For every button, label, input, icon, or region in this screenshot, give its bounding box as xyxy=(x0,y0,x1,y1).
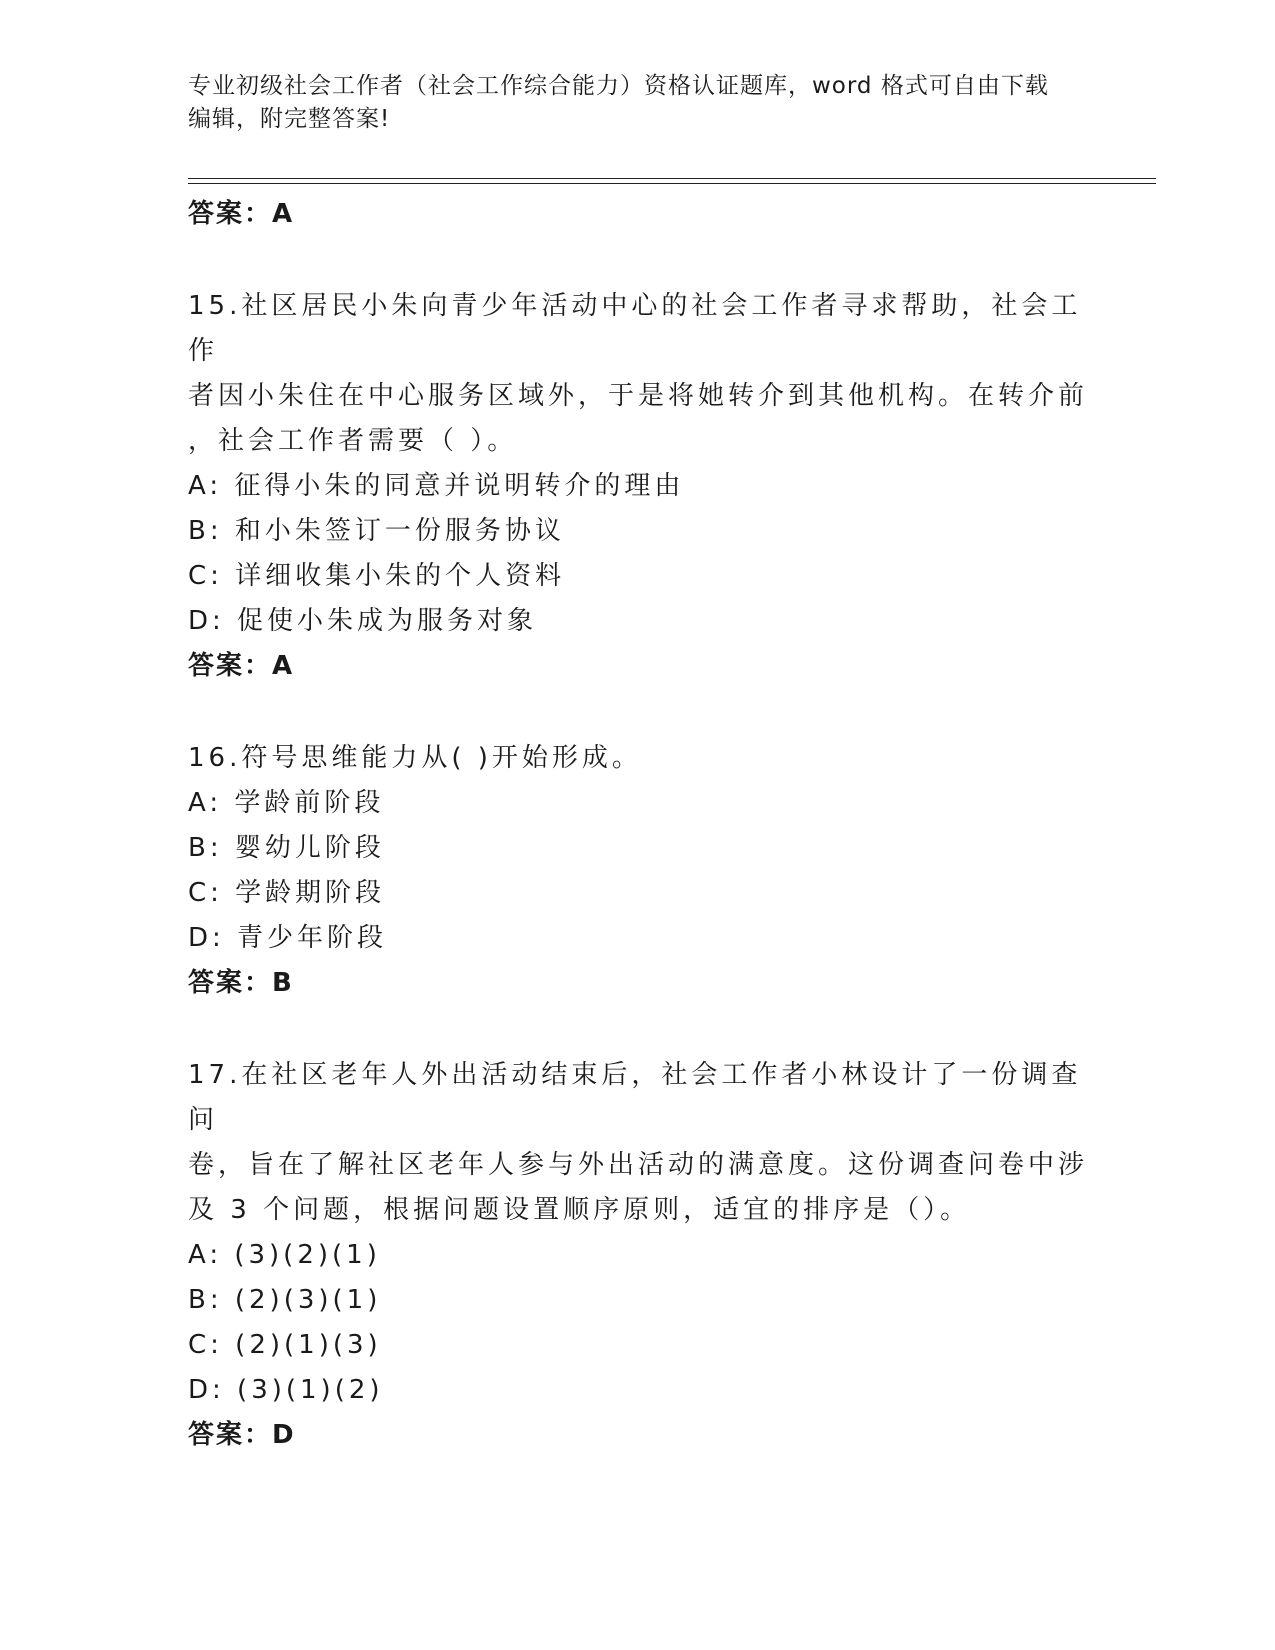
answer: 答案：A xyxy=(188,651,295,681)
option-a: A: 征得小朱的同意并说明转介的理由 xyxy=(188,471,685,501)
header-line-2: 编辑，附完整答案! xyxy=(188,106,391,132)
option-c: C: 详细收集小朱的个人资料 xyxy=(188,561,566,591)
option-b: B: (2)(3)(1) xyxy=(188,1285,382,1315)
header-rule xyxy=(188,178,1156,179)
question-stem-line: 16.符号思维能力从( )开始形成。 xyxy=(188,743,642,773)
option-d: D: (3)(1)(2) xyxy=(188,1375,384,1405)
question-stem-line: 17.在社区老年人外出活动结束后，社会工作者小林设计了一份调查问 xyxy=(188,1060,1082,1135)
question-stem-line: 者因小朱住在中心服务区域外，于是将她转介到其他机构。在转介前 xyxy=(188,381,1089,411)
option-a: A: (3)(2)(1) xyxy=(188,1240,381,1270)
option-a: A: 学龄前阶段 xyxy=(188,788,385,818)
option-d: D: 青少年阶段 xyxy=(188,923,388,953)
header-rule-thin xyxy=(188,183,1156,184)
header-line-1: 专业初级社会工作者（社会工作综合能力）资格认证题库，word 格式可自由下载 xyxy=(188,73,1049,99)
answer: 答案：B xyxy=(188,968,294,998)
option-b: B: 婴幼儿阶段 xyxy=(188,833,385,863)
previous-answer: 答案：A xyxy=(188,199,295,229)
page-header xyxy=(188,70,1088,136)
question-17 xyxy=(188,1053,1088,1458)
option-d: D: 促使小朱成为服务对象 xyxy=(188,606,538,636)
option-c: C: 学龄期阶段 xyxy=(188,878,386,908)
option-c: C: (2)(1)(3) xyxy=(188,1330,382,1360)
answer: 答案：D xyxy=(188,1420,296,1450)
question-15 xyxy=(188,284,1088,689)
question-list xyxy=(188,192,1088,1458)
question-16 xyxy=(188,736,1088,1006)
question-stem-line: 卷，旨在了解社区老年人参与外出活动的满意度。这份调查问卷中涉 xyxy=(188,1150,1089,1180)
question-stem-line: 及 3 个问题，根据问题设置顺序原则，适宜的排序是（）。 xyxy=(188,1195,971,1225)
question-stem-line: ，社会工作者需要（ ）。 xyxy=(188,426,518,456)
question-stem-line: 15.社区居民小朱向青少年活动中心的社会工作者寻求帮助，社会工作 xyxy=(188,291,1082,366)
option-b: B: 和小朱签订一份服务协议 xyxy=(188,516,565,546)
